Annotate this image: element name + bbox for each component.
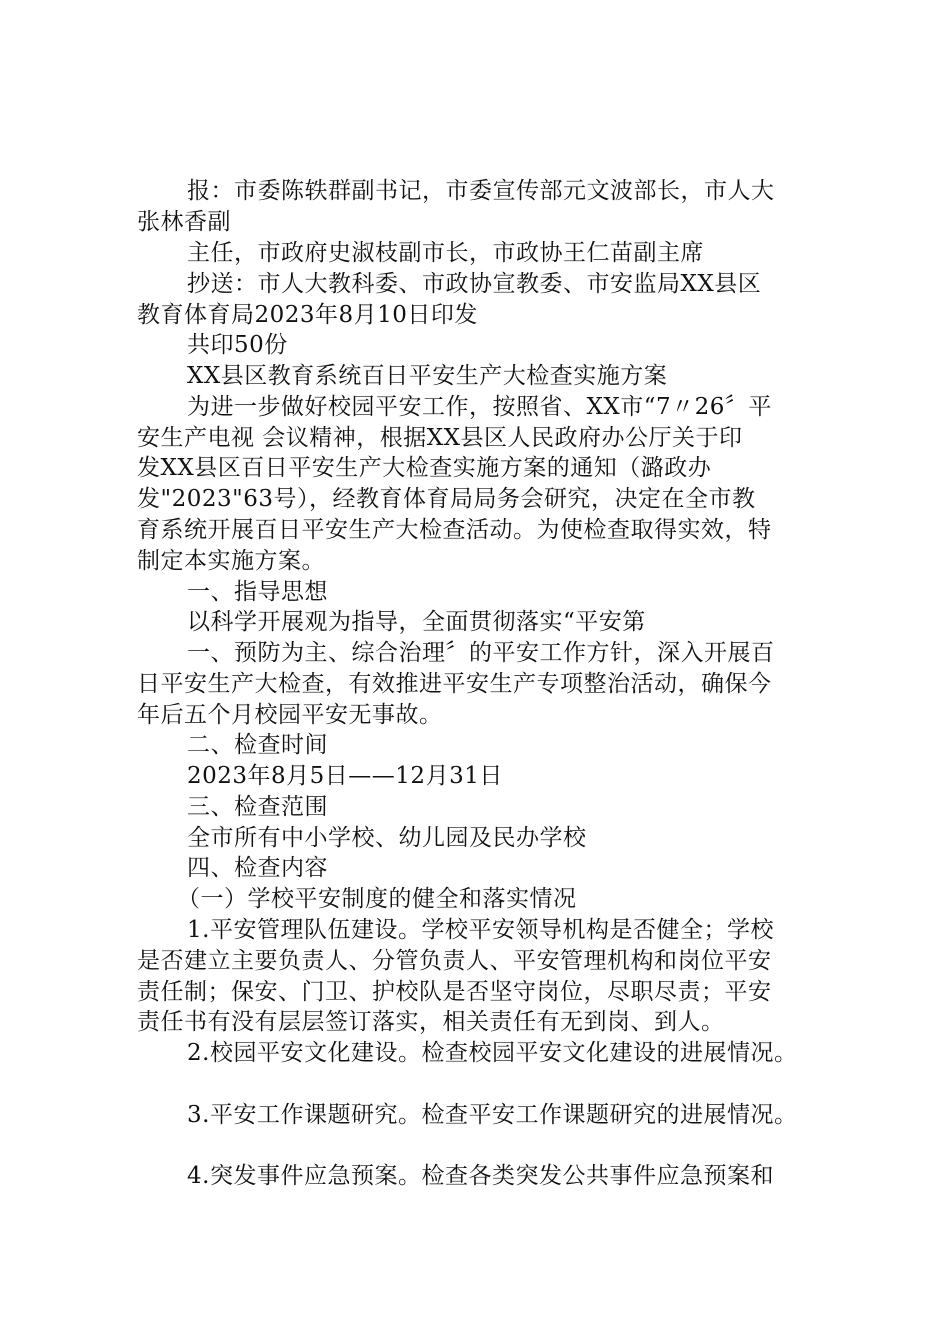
text-line-item-1c: 责任制；保安、门卫、护校队是否坚守岗位，尽职尽责；平安 <box>137 979 772 1005</box>
subsection-heading-safety-system: （一）学校平安制度的健全和落实情况 <box>177 886 577 912</box>
text-line-guiding-2: 一、预防为主、综合治理〞的平安工作方针，深入开展百 <box>187 640 775 666</box>
text-line-item-3: 3.平安工作课题研究。检查平安工作课题研究的进展情况。 <box>187 1102 798 1128</box>
text-line-item-4: 4.突发事件应急预案。检查各类突发公共事件应急预案和 <box>187 1163 774 1189</box>
text-line-guiding-1: 以科学开展观为指导，全面贯彻落实“平安第 <box>187 609 646 635</box>
text-line-guiding-4: 年后五个月校园平安无事故。 <box>137 702 443 728</box>
text-line-inspection-dates: 2023年8月5日——12月31日 <box>187 763 503 789</box>
section-heading-inspection-content: 四、检查内容 <box>187 855 328 881</box>
text-line-intro-2: 安生产电视 会议精神，根据XX县区人民政府办公厅关于印 <box>137 425 743 451</box>
text-line-item-1b: 是否建立主要负责人、分管负责人、平安管理机构和岗位平安 <box>137 948 772 974</box>
text-line-cc-copy: 抄送：市人大教科委、市政协宣教委、市安监局XX县区 <box>187 271 762 297</box>
section-heading-inspection-time: 二、检查时间 <box>187 732 328 758</box>
text-line-cc-report: 报：市委陈轶群副书记，市委宣传部元文波部长，市人大 <box>187 178 775 204</box>
text-line-intro-5: 育系统开展百日平安生产大检查活动。为使检查取得实效，特 <box>137 517 772 543</box>
text-line-item-2: 2.校园平安文化建设。检查校园平安文化建设的进展情况。 <box>187 1040 798 1066</box>
text-line-intro-1: 为进一步做好校园平安工作，按照省、XX市“7〃26〞平 <box>187 394 772 420</box>
text-line-intro-3: 发XX县区百日平安生产大检查实施方案的通知（潞政办 <box>137 455 712 481</box>
text-line-guiding-3: 日平安生产大检查，有效推进平安生产专项整治活动，确保今 <box>137 671 772 697</box>
text-line-cc-report-officials: 主任，市政府史淑枝副市长，市政协王仁苗副主席 <box>187 240 704 266</box>
text-line-intro-4: 发"2023"63号），经教育体育局局务会研究，决定在全市教 <box>137 486 756 512</box>
text-line-issue-date: 教育体育局2023年8月10日印发 <box>137 302 478 328</box>
text-line-item-1d: 责任书有没有层层签订落实，相关责任有无到岗、到人。 <box>137 1009 725 1035</box>
section-heading-guiding-thought: 一、指导思想 <box>187 579 328 605</box>
text-line-scope: 全市所有中小学校、幼儿园及民办学校 <box>187 825 587 851</box>
text-line-print-count: 共印50份 <box>187 332 288 358</box>
text-line-cc-report-cont: 张林香副 <box>137 209 231 235</box>
section-heading-inspection-scope: 三、检查范围 <box>187 794 328 820</box>
document-title: XX县区教育系统百日平安生产大检查实施方案 <box>187 363 668 389</box>
text-line-item-1a: 1.平安管理队伍建设。学校平安领导机构是否健全；学校 <box>187 917 774 943</box>
text-line-intro-6: 制定本实施方案。 <box>137 548 325 574</box>
